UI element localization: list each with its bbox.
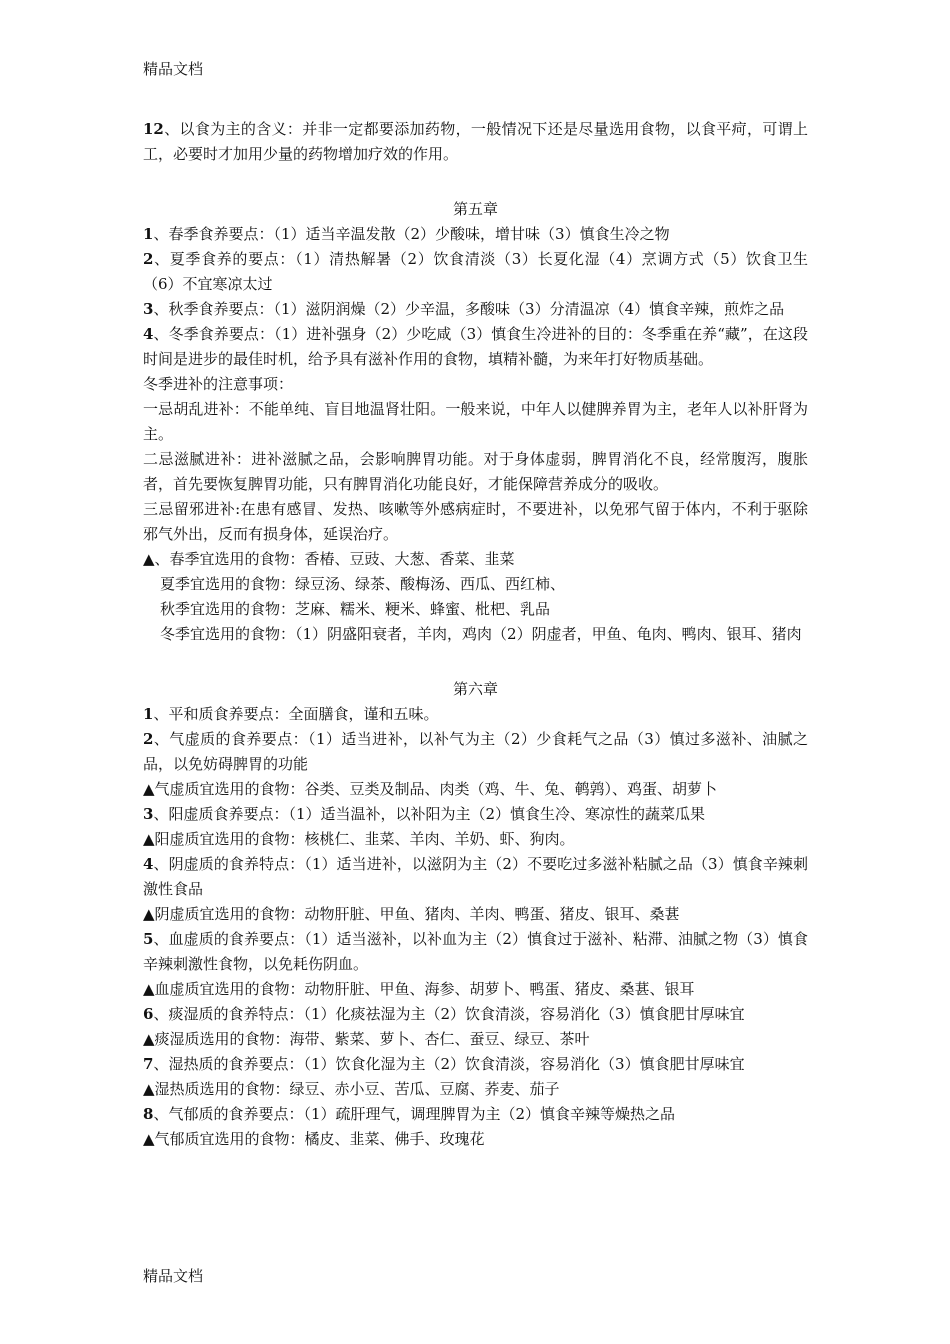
- item-text: 、湿热质的食养要点：（1）饮食化湿为主（2）饮食清淡，容易消化（3）慎食肥甘厚味宜: [153, 1055, 745, 1073]
- item-text: ▲气虚质宜选用的食物：谷类、豆类及制品、肉类（鸡、牛、兔、鹌鹑）、鸡蛋、胡萝卜: [143, 780, 718, 798]
- item-text: 、痰湿质的食养特点：（1）化痰祛湿为主（2）饮食清淡，容易消化（3）慎食肥甘厚味宜: [153, 1005, 745, 1023]
- item-text: 、气郁质的食养要点：（1）疏肝理气，调理脾胃为主（2）慎食辛辣等燥热之品: [153, 1105, 676, 1123]
- item-number: 1: [143, 705, 154, 723]
- item-text: 、秋季食养要点：（1）滋阴润燥（2）少辛温，多酸味（3）分清温凉（4）慎食辛辣，煎炸之品: [153, 300, 785, 318]
- item-text: 、夏季食养的要点：（1）清热解暑（2）饮食清淡（3）长夏化湿（4）烹调方式（5）饮食卫生（6）不宜寒凉太过: [143, 250, 808, 293]
- item-number: 5: [143, 930, 154, 948]
- ch6-line: [143, 1077, 808, 1102]
- ch5-item-3: [143, 297, 808, 322]
- item-text: ▲阳虚质宜选用的食物：核桃仁、韭菜、羊肉、羊奶、虾、狗肉。: [143, 830, 575, 848]
- winter-note-2: 二忌滋腻进补：进补滋腻之品，会影响脾胃功能。对于身体虚弱，脾胃消化不良，经常腹泻，腹胀者，首先要恢复脾胃功能，只有脾胃消化功能良好，才能保障营养成分的吸收。: [143, 450, 808, 493]
- item-text: 、阳虚质食养要点：（1）适当温补，以补阳为主（2）慎食生冷、寒凉性的蔬菜瓜果: [153, 805, 706, 823]
- winter-note-3: 三忌留邪进补:在患有感冒、发热、咳嗽等外感病症时，不要进补，以免邪气留于体内，不利于驱除邪气外出，反而有损身体，延误治疗。: [143, 500, 808, 543]
- item-text: ▲阴虚质宜选用的食物：动物肝脏、甲鱼、猪肉、羊肉、鸭蛋、猪皮、银耳、桑葚: [143, 905, 680, 923]
- item-text: ▲痰湿质选用的食物：海带、紫菜、萝卜、杏仁、蚕豆、绿豆、茶叶: [143, 1030, 590, 1048]
- item-number: 4: [143, 325, 154, 343]
- chapter-6-title: 第六章: [452, 680, 498, 698]
- ch6-line: [143, 1052, 808, 1077]
- item-number: 8: [143, 1105, 154, 1123]
- ch6-line: [143, 1002, 808, 1027]
- item-text: 、冬季食养要点：（1）进补强身（2）少吃咸（3）慎食生冷进补的目的：冬季重在养“藏”，在这段时间是进步的最佳时机，给予具有滋补作用的食物，填精补髓，为来年打好物质基础。: [143, 325, 808, 368]
- ch6-line: [143, 727, 808, 777]
- item-number: 12: [143, 120, 164, 138]
- ch6-line: [143, 827, 808, 852]
- item-text: ▲气郁质宜选用的食物：橘皮、韭菜、佛手、玫瑰花: [143, 1130, 485, 1148]
- item-number: 7: [143, 1055, 154, 1073]
- item-text: ▲湿热质选用的食物：绿豆、赤小豆、苦瓜、豆腐、荞麦、茄子: [143, 1080, 560, 1098]
- item-number: 3: [143, 805, 154, 823]
- item-number: 2: [143, 730, 154, 748]
- item-text: 、平和质食养要点：全面膳食，谨和五味。: [153, 705, 439, 723]
- page-footer: 精品文档: [143, 1267, 204, 1285]
- item-text: 、血虚质的食养要点：（1）适当滋补，以补血为主（2）慎食过于滋补、粘滞、油腻之物（3）慎食辛辣刺激性食物，以免耗伤阴血。: [143, 930, 808, 973]
- item-text: 、气虚质的食养要点：（1）适当进补，以补气为主（2）少食耗气之品（3）慎过多滋补、油腻之品，以免妨碍脾胃的功能: [143, 730, 808, 773]
- chapter-5-title: 第五章: [452, 200, 498, 218]
- winter-foods: 冬季宜选用的食物：（1）阴盛阳衰者，羊肉，鸡肉（2）阴虚者，甲鱼、龟肉、鸭肉、银耳、猪肉: [160, 625, 802, 643]
- item-text: ▲血虚质宜选用的食物：动物肝脏、甲鱼、海参、胡萝卜、鸭蛋、猪皮、桑葚、银耳: [143, 980, 695, 998]
- ch6-line: [143, 902, 808, 927]
- ch6-line: [143, 852, 808, 902]
- item-text: 、以食为主的含义：并非一定都要添加药物，一般情况下还是尽量选用食物，以食平疴，可谓上工，必要时才加用少量的药物增加疗效的作用。: [143, 120, 808, 163]
- autumn-foods: 秋季宜选用的食物：芝麻、糯米、粳米、蜂蜜、枇杷、乳品: [160, 600, 551, 618]
- winter-notes-title: 冬季进补的注意事项：: [143, 375, 294, 393]
- chapter-6-list: [143, 702, 808, 1152]
- ch6-line: [143, 927, 808, 977]
- ch6-line: [143, 977, 808, 1002]
- summer-foods: 夏季宜选用的食物：绿豆汤、绿茶、酸梅汤、西瓜、西红柿、: [160, 575, 566, 593]
- item-number: 2: [143, 250, 154, 268]
- item-number: 6: [143, 1005, 154, 1023]
- ch6-line: [143, 702, 808, 727]
- ch6-line: [143, 777, 808, 802]
- page-header: 精品文档: [143, 60, 204, 78]
- item-text: 、春季食养要点：（1）适当辛温发散（2）少酸味，增甘味（3）慎食生冷之物: [153, 225, 670, 243]
- section-12: [143, 117, 808, 167]
- item-number: 3: [143, 300, 154, 318]
- item-text: 、阴虚质的食养特点：（1）适当进补，以滋阴为主（2）不要吃过多滋补粘腻之品（3）慎食辛辣刺激性食品: [143, 855, 808, 898]
- winter-note-1: 一忌胡乱进补：不能单纯、盲目地温肾壮阳。一般来说，中年人以健脾养胃为主，老年人以补肝肾为主。: [143, 400, 808, 443]
- item-number: 4: [143, 855, 154, 873]
- ch5-item-4: [143, 322, 808, 372]
- ch5-item-1: [143, 222, 808, 247]
- ch6-line: [143, 802, 808, 827]
- ch6-line: [143, 1127, 808, 1152]
- ch6-line: [143, 1102, 808, 1127]
- spring-foods: ▲、春季宜选用的食物：香椿、豆豉、大葱、香菜、韭菜: [143, 550, 515, 568]
- ch5-item-2: [143, 247, 808, 297]
- item-number: 1: [143, 225, 154, 243]
- document-body: [143, 117, 808, 1152]
- ch6-line: [143, 1027, 808, 1052]
